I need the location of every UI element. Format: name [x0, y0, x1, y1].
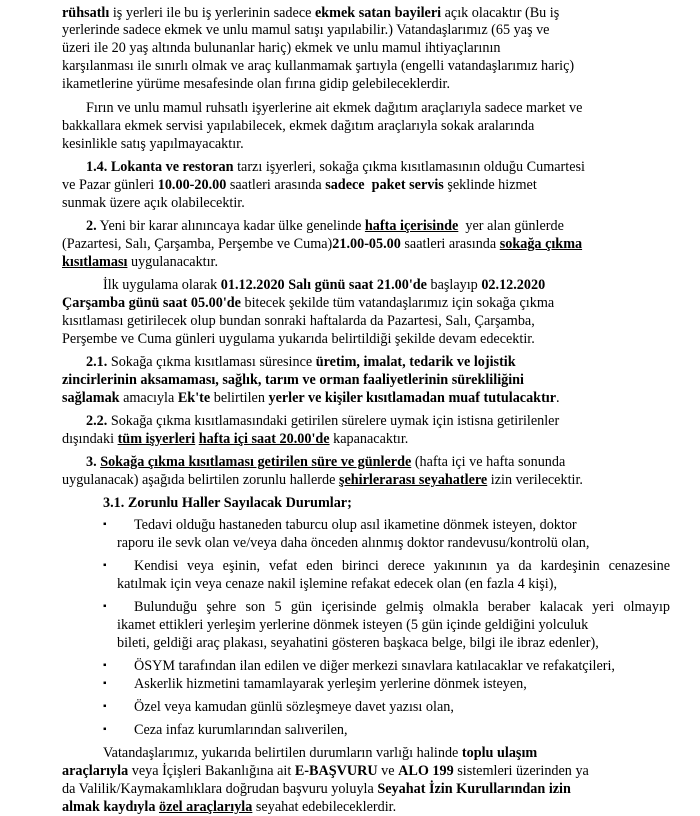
text-run: sağlamak — [62, 390, 120, 406]
text-line — [62, 176, 537, 194]
text-run: Perşembe ve Cuma günleri uygulama yukarıda belirtildiği şekilde devam edecektir. — [62, 331, 535, 347]
text-run: yerler ve kişiler kısıtlamadan muaf tutulacaktır — [268, 390, 557, 406]
text-run: seyahat edebileceklerdir. — [252, 799, 397, 815]
text-run: ve — [377, 763, 399, 779]
text-run: Yeni bir karar alınıncaya kadar ülke genelinde — [96, 218, 365, 234]
text-run: tarzı işyerleri, sokağa çıkma kısıtlamasının olduğu Cumartesi — [233, 159, 585, 175]
text-line — [134, 657, 615, 675]
text-run: 01.12.2020 Salı günü saat 21.00'de — [220, 277, 427, 293]
text-run: uygulanacak) aşağıda belirtilen zorunlu hallerde — [62, 472, 339, 488]
text-line — [62, 312, 535, 330]
text-run: kısıtlaması getirilecek olup bundan sonraki haftalarda da Pazartesi, Salı, Çarşamba, — [62, 313, 535, 329]
text-run: belirtilen — [210, 390, 269, 406]
text-line — [62, 371, 524, 389]
text-line — [62, 389, 560, 407]
text-run: açık olacaktır (Bu iş — [441, 5, 560, 21]
text-line — [86, 99, 582, 117]
text-run: 2.1. — [86, 354, 108, 370]
text-line — [62, 294, 554, 312]
text-run: zincirlerinin aksamaması, sağlık, tarım ve orman faaliyetlerinin sürekliliğini — [62, 372, 525, 388]
text-run: bileti, geldiği araç plakası, seyahatini gösteren başkaca belge, bilgi ile ibraz edenler), — [117, 635, 599, 651]
text-run: Çarşamba günü saat 05.00'de — [62, 295, 241, 311]
text-run: ALO 199 — [398, 763, 454, 779]
text-run: (hafta içi ve hafta sonunda — [411, 454, 566, 470]
text-run: tüm işyerleri — [117, 431, 196, 447]
text-run: kesinlikle satış yapılmayacaktır. — [62, 136, 244, 152]
text-run: Sokağa çıkma kısıtlaması süresince — [107, 354, 316, 370]
text-run: da Valilik/Kaymakamlıklara doğrudan başvuru yoluyla — [62, 781, 378, 797]
text-run: 1.4. Lokanta ve restoran — [86, 159, 234, 175]
text-run: ikametlerine yürüme mesafesinde olan fırına gidip gelebileceklerdir. — [62, 76, 451, 92]
text-run: sadece paket servis — [325, 177, 444, 193]
text-line — [62, 235, 582, 253]
text-line — [117, 634, 599, 652]
text-line — [103, 494, 352, 512]
text-run: amacıyla — [119, 390, 178, 406]
text-run: Özel veya kamudan günlü sözleşmeye davet yazısı olan, — [134, 699, 454, 715]
bullet-icon: ▪ — [103, 678, 107, 689]
bullet-icon: ▪ — [103, 701, 107, 712]
text-run: sokağa çıkma — [499, 236, 583, 252]
bullet-icon: ▪ — [103, 660, 107, 671]
text-run: yerlerinde sadece ekmek ve unlu mamul satışı yapılabilir.) Vatandaşlarımız (65 yaş ve — [62, 22, 550, 38]
text-run: . — [556, 390, 560, 406]
text-run: almak kaydıyla — [62, 799, 156, 815]
text-line — [134, 557, 670, 575]
text-run: bitecek şekilde tüm vatandaşlarımız için sokağa çıkma — [240, 295, 555, 311]
text-line — [62, 135, 244, 153]
text-run: üretim, imalat, tedarik ve lojistik — [315, 354, 516, 370]
text-run: İlk uygulama olarak — [103, 277, 221, 293]
text-run: 02.12.2020 — [481, 277, 546, 293]
text-line — [103, 276, 545, 294]
text-run: yer alan günlerde — [458, 218, 564, 234]
text-line — [134, 598, 670, 616]
text-run: Fırın ve unlu mamul ruhsatlı işyerlerine ait ekmek dağıtım araçlarıyla sadece market ve — [86, 100, 583, 116]
text-run: üzeri ile 20 yaş altında bulunanlar hariç) ekmek ve unlu mamul ihtiyaçlarının — [62, 40, 501, 56]
text-line — [134, 516, 577, 534]
text-run: dışındaki — [62, 431, 118, 447]
text-line — [62, 39, 500, 57]
text-line — [62, 798, 396, 816]
text-run: 3.1. Zorunlu Haller Sayılacak Durumlar; — [103, 495, 352, 511]
text-line — [62, 117, 534, 135]
text-run: bakkallara ekmek servisi yapılabilecek, ekmek dağıtım araçlarıyla sokak aralarında — [62, 118, 535, 134]
text-line — [86, 158, 585, 176]
text-line — [86, 453, 565, 471]
text-run: hafta içi saat 20.00'de — [198, 431, 330, 447]
text-run: sistemleri üzerinden ya — [453, 763, 589, 779]
bullet-icon: ▪ — [103, 724, 107, 735]
text-run: 2. — [86, 218, 97, 234]
text-run: raporu ile sevk olan ve/veya daha önceden alınmış doktor randevusu/kontrolü olan, — [117, 535, 590, 551]
text-run: 3. — [86, 454, 97, 470]
text-line — [86, 353, 516, 371]
text-run: Ceza infaz kurumlarından salıverilen, — [134, 722, 348, 738]
text-line — [62, 21, 549, 39]
text-run: toplu ulaşım — [461, 745, 538, 761]
text-run: ÖSYM tarafından ilan edilen ve diğer merkezi sınavlara katılacaklar ve refakatçileri, — [134, 658, 615, 674]
text-run: Tedavi olduğu hastaneden taburcu olup asıl ikametine dönmek isteyen, doktor — [134, 517, 577, 533]
text-line — [62, 430, 408, 448]
text-run: başlayıp — [426, 277, 482, 293]
text-run: araçlarıyla — [62, 763, 129, 779]
text-line — [117, 534, 589, 552]
text-line — [62, 4, 559, 22]
text-run: iş yerleri ile bu iş yerlerinin sadece — [109, 5, 315, 21]
text-line — [62, 253, 218, 271]
text-run: Sokağa çıkma kısıtlaması getirilen süre ve günlerde — [100, 454, 412, 470]
text-run: ikamet ettikleri yerleşim yerlerine dönmek isteyen (5 gün içinde geldiğini yolculuk — [117, 617, 589, 633]
text-run: Sokağa çıkma kısıtlamasındaki getirilen sürelere uymak için istisna getirilenler — [107, 413, 560, 429]
text-line — [62, 780, 571, 798]
text-run: 21.00-05.00 — [332, 236, 401, 252]
bullet-icon: ▪ — [103, 560, 107, 571]
text-line — [86, 412, 559, 430]
text-run: ve Pazar günleri — [62, 177, 158, 193]
text-line — [134, 721, 348, 739]
bullet-icon: ▪ — [103, 601, 107, 612]
text-run: 2.2. — [86, 413, 108, 429]
text-run: saatleri arasında — [400, 236, 500, 252]
text-run: Askerlik hizmetini tamamlayarak yerleşim yerlerine dönmek isteyen, — [134, 676, 527, 692]
text-line — [62, 330, 535, 348]
text-run: katılmak için veya cenaze nakil işlemine refakat edecek olan (en fazla 4 kişi), — [117, 576, 557, 592]
text-run: kısıtlaması — [62, 254, 128, 270]
text-line — [62, 194, 245, 212]
text-line — [134, 675, 527, 693]
text-run: şeklinde hizmet — [443, 177, 537, 193]
text-line — [62, 75, 450, 93]
bullet-icon: ▪ — [103, 519, 107, 530]
text-line — [117, 575, 557, 593]
text-run: sunmak üzere açık olabilecektir. — [62, 195, 245, 211]
text-line — [62, 762, 589, 780]
text-run: Vatandaşlarımız, yukarıda belirtilen durumların varlığı halinde — [103, 745, 462, 761]
text-run: 10.00-20.00 — [157, 177, 227, 193]
text-run: karşılanması ile sınırlı olmak ve araç kullanmamak şartıyla (engelli vatandaşlarımız hariç) — [62, 58, 575, 74]
text-run: saatleri arasında — [226, 177, 326, 193]
text-run: veya İçişleri Bakanlığına ait — [128, 763, 295, 779]
text-line — [62, 471, 583, 489]
text-run: kapanacaktır. — [329, 431, 409, 447]
text-run: Kendisi veya eşinin, vefat eden birinci derece yakınının ya da kardeşinin cenazesine — [134, 558, 670, 574]
text-line — [134, 698, 454, 716]
text-run: hafta içerisinde — [364, 218, 459, 234]
text-line — [62, 57, 574, 75]
text-run: uygulanacaktır. — [127, 254, 219, 270]
text-run: Seyahat İzin Kurullarından izin — [377, 781, 571, 797]
text-run: rühsatlı — [62, 5, 110, 21]
text-run: şehirlerarası seyahatlere — [338, 472, 488, 488]
text-line — [86, 217, 564, 235]
text-run: ekmek satan bayileri — [314, 5, 442, 21]
text-run: Ek'te — [177, 390, 211, 406]
text-run: özel araçlarıyla — [158, 799, 253, 815]
text-run: E-BAŞVURU — [294, 763, 378, 779]
text-line — [117, 616, 588, 634]
text-line — [103, 744, 537, 762]
text-run: (Pazartesi, Salı, Çarşamba, Perşembe ve Cuma) — [62, 236, 333, 252]
text-run: izin verilecektir. — [487, 472, 583, 488]
text-run: Bulunduğu şehre son 5 gün içerisinde gelmiş olmakla beraber kalacak yeri olmayıp — [134, 599, 670, 615]
